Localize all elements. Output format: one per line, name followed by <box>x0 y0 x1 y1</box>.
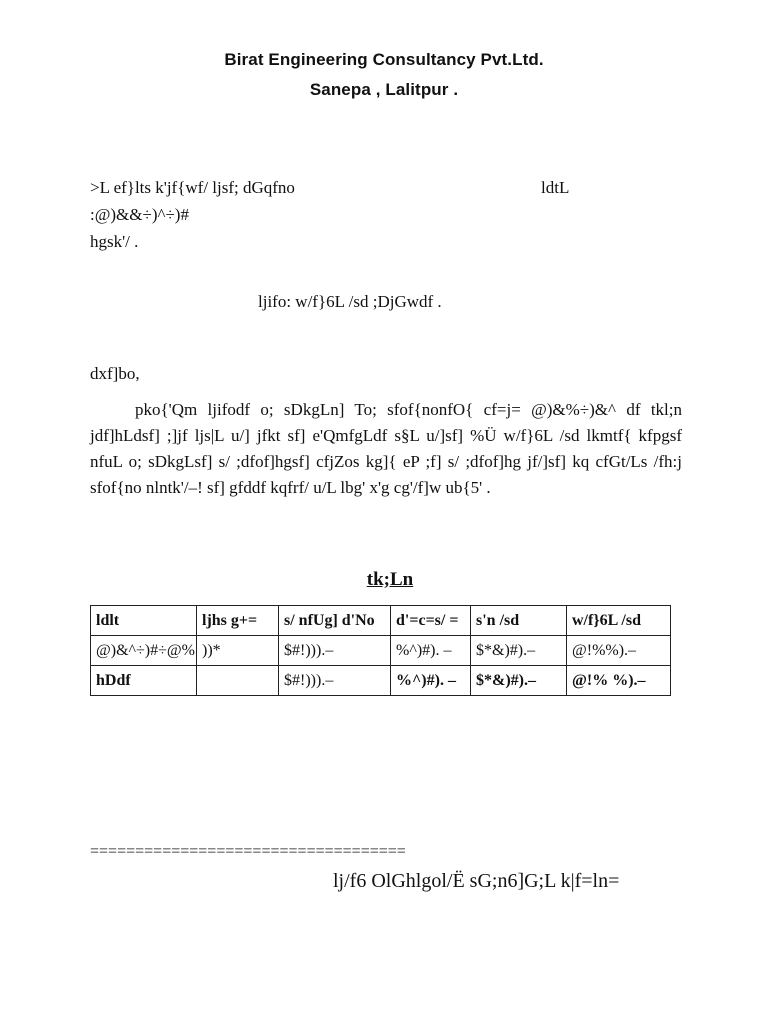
recipient-line-2: :@)&&÷)^÷)# <box>90 205 189 224</box>
recipient-line-3: hgsk'/ . <box>90 232 139 251</box>
table-row <box>91 636 671 666</box>
salutation: dxf]bo, <box>90 364 140 383</box>
recipient-line-1: >L ef}lts k'jf{wf/ ljsf; dGqfno <box>90 178 295 197</box>
company-address: Sanepa , Lalitpur . <box>309 80 459 99</box>
summary-table <box>90 605 671 696</box>
table-cell: ))* <box>197 636 279 666</box>
table-cell: %^)#). – <box>391 666 471 696</box>
table-title: tk;Ln <box>366 569 414 590</box>
table-cell: $*&)#).– <box>471 636 567 666</box>
header-retention-amount: w/f}6L /sd <box>567 606 671 636</box>
table-cell: %^)#). – <box>391 636 471 666</box>
company-name: Birat Engineering Consultancy Pvt.Ltd. <box>224 50 544 69</box>
header-taxable-amount: s/ nfUg] d'No <box>279 606 391 636</box>
table-header-row <box>91 606 671 636</box>
table-cell: $#!))).– <box>279 666 391 696</box>
table-cell: $*&)#).– <box>471 666 567 696</box>
table-cell: $#!))).– <box>279 636 391 666</box>
letter-body: pko{'Qm ljifodf o; sDkgLn] To; sfof{nonfO{ cf=j= @)&%÷)&^ df tkl;n jdf]hLdsf] ;]jf ljs|L u/] jfkt sf] e'QmfgLdf s§L u/]sf] %Ü w/f}6L /sd lkmtf{ kfpgsf nfuL o; sDkgLsf] s/ ;dfof]hgsf] cfjZos kg]{ eP ;f] s/ ;dfof]hg jf/]sf] kq cfGt/Ls /fh:j sfof{no nlntk'/–! sf] gfddf kqfrf/ u/L lbg' x'g cg'/f]w ub{5' . <box>90 400 682 497</box>
table-cell: @)&^÷)#÷@% <box>91 636 197 666</box>
table-cell: hDdf <box>91 666 197 696</box>
table-total-row <box>91 666 671 696</box>
signature-divider: =================================== <box>90 843 406 860</box>
header-invoice-number: ljhs g+= <box>197 606 279 636</box>
header-date: ldlt <box>91 606 197 636</box>
subject-line: ljifo: w/f}6L /sd ;DjGwdf . <box>258 292 442 311</box>
date-label: ldtL <box>541 178 570 197</box>
header-total-amount: s'n /sd <box>471 606 567 636</box>
table-cell <box>197 666 279 696</box>
table-cell: @!% %).– <box>567 666 671 696</box>
closing-signature: lj/f6 OlGhlgol/Ë sG;n6]G;L k|f=ln= <box>333 870 620 892</box>
table-cell: @!%%).– <box>567 636 671 666</box>
header-vat: d'=c=s/ = <box>391 606 471 636</box>
